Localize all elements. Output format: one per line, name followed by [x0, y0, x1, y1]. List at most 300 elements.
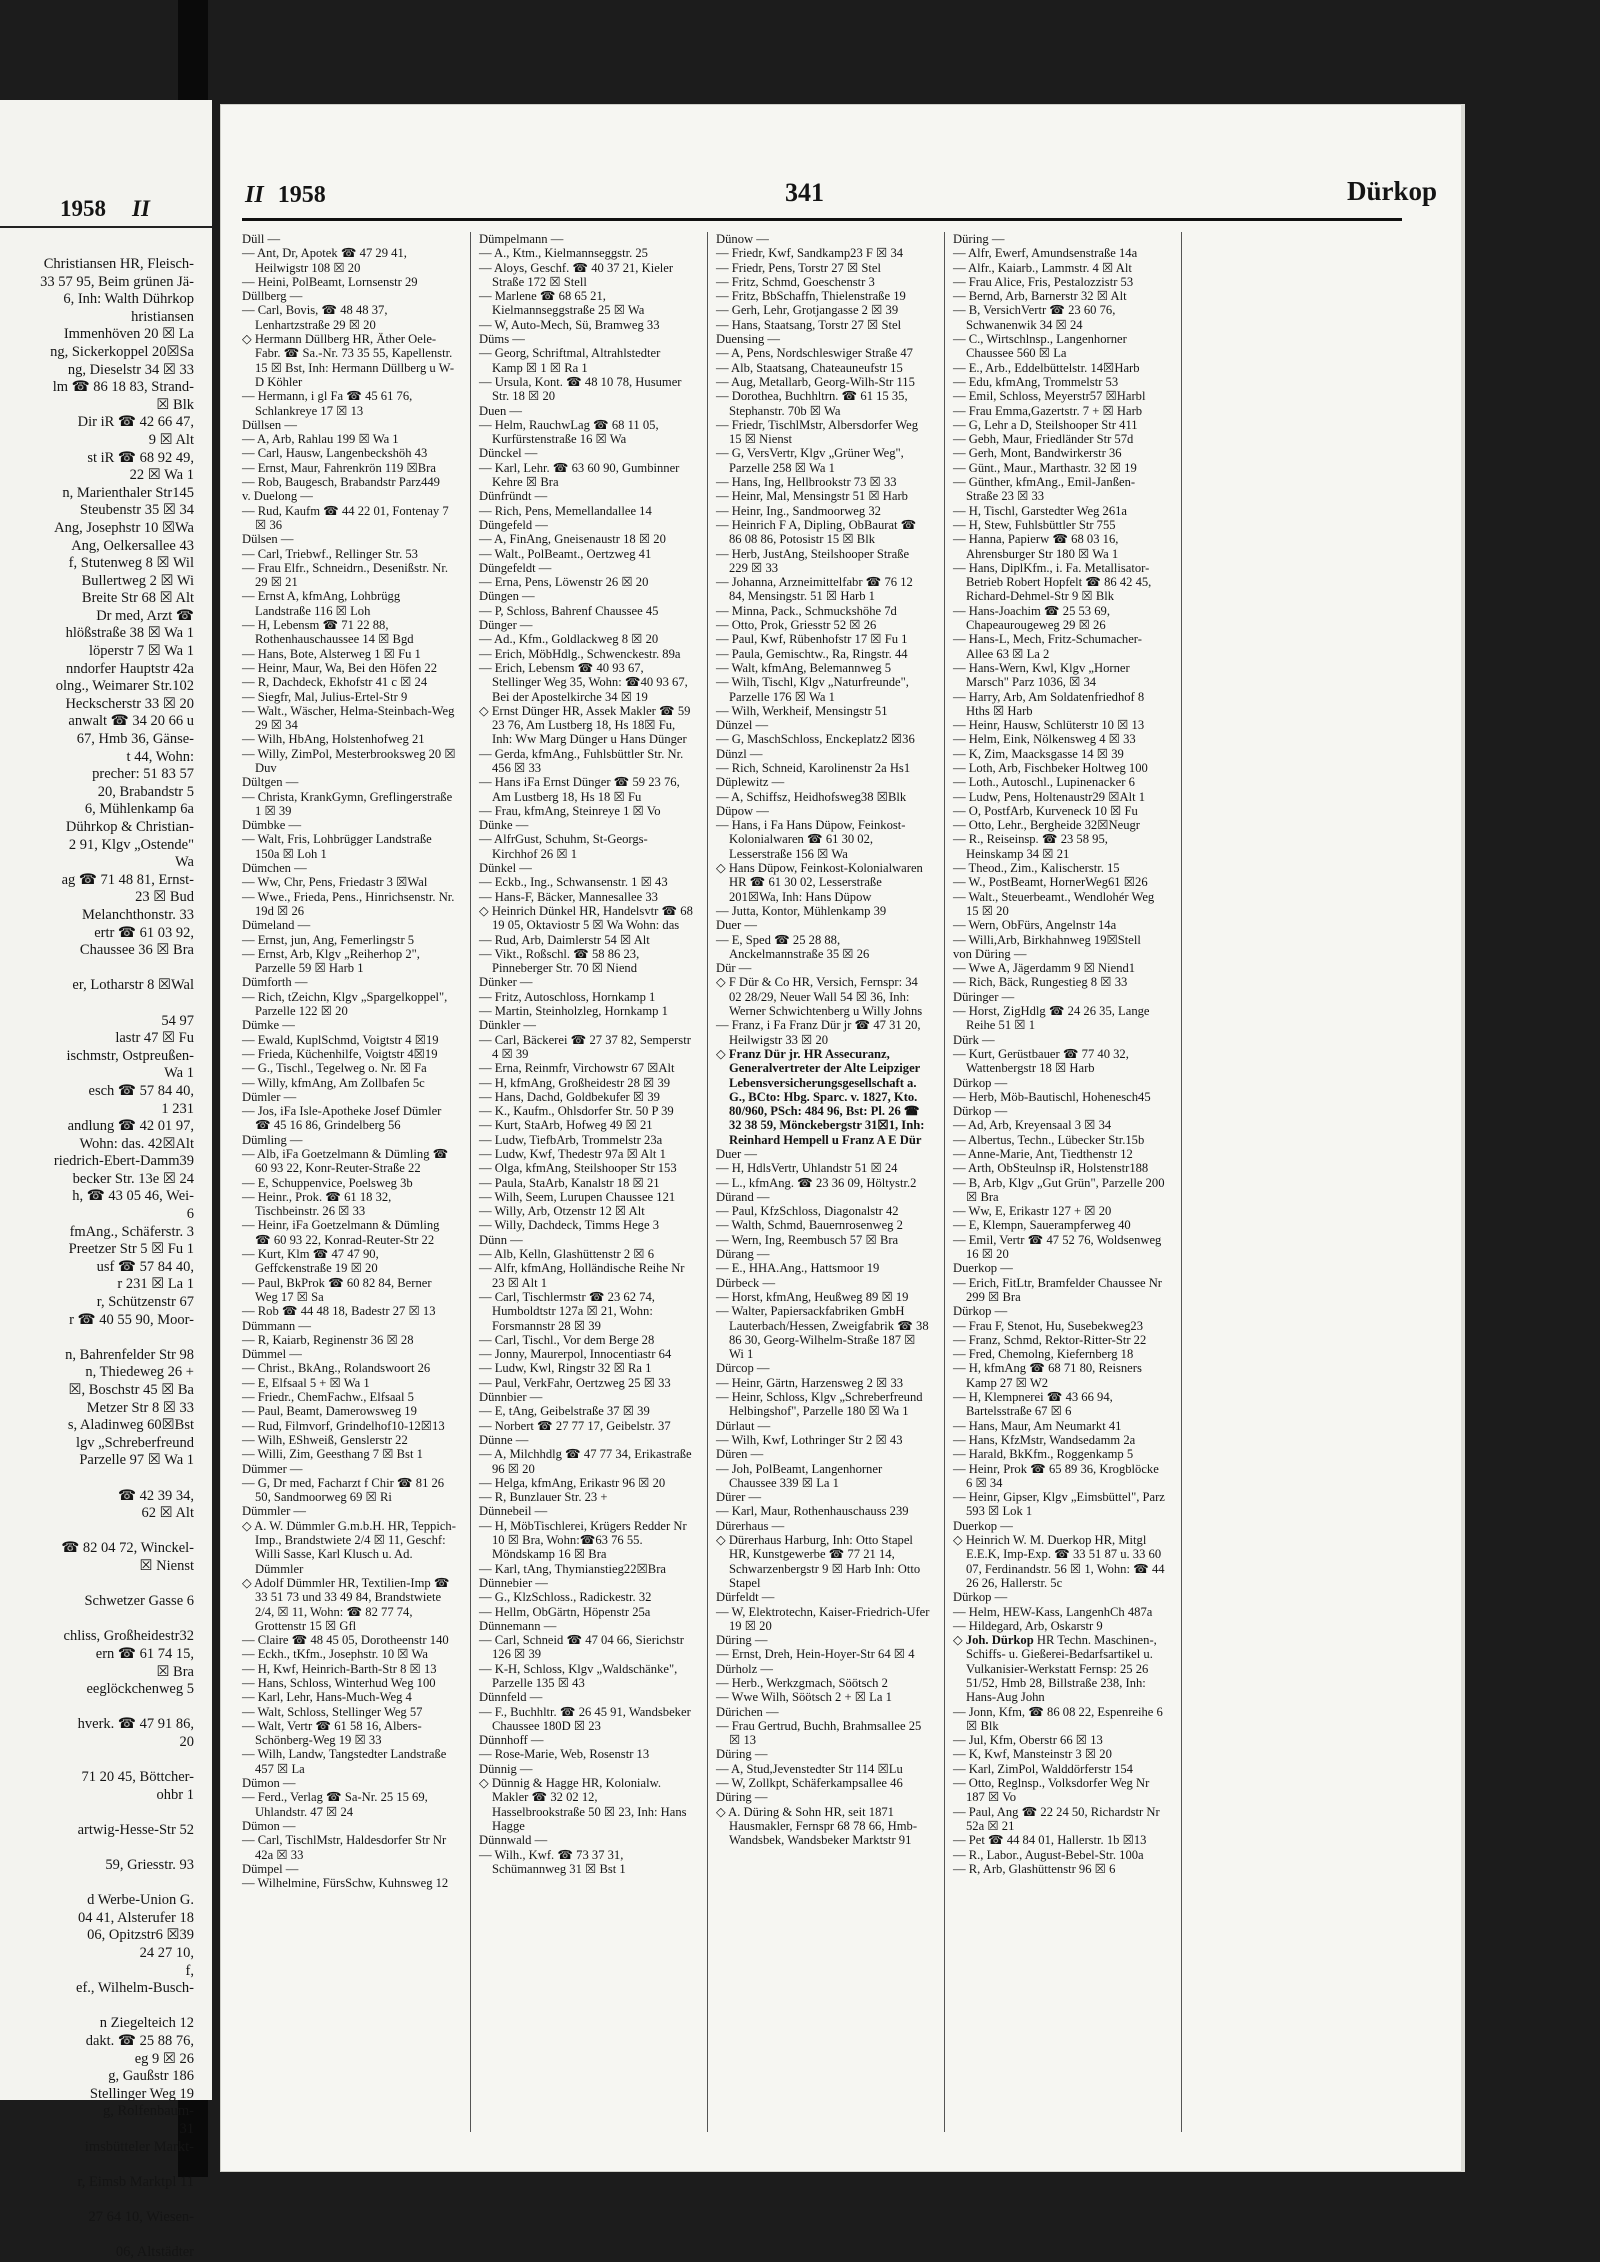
directory-entry: — Marlene ☎ 68 65 21, Kielmannseggstraße 25 ☒ Wa [479, 289, 645, 318]
directory-entry: — Wwe Wilh, Söötsch 2 + ☒ La 1 [716, 1690, 892, 1705]
directory-entry: — Heinr, Mal, Mensingstr 51 ☒ Harb [716, 489, 908, 504]
surname-heading: Duer — [716, 1147, 757, 1161]
surname-heading: Düren — [716, 1447, 764, 1462]
directory-entry: — Helm, RauchwLag ☎ 68 11 05, Kurfürstenstraße 16 ☒ Wa [479, 417, 659, 447]
surname-heading: Dürcop — [716, 1361, 770, 1376]
surname-heading: Düringer — [953, 989, 1015, 1004]
left-header-year: 1958 [60, 196, 106, 221]
directory-entry: — E, Schuppenvice, Poelsweg 3b [242, 1175, 413, 1190]
surname-heading: Dünger — [479, 618, 533, 633]
directory-entry: — Ant, Dr, Apotek ☎ 47 29 41, Heilwigstr 108 ☒ 20 [242, 246, 407, 275]
directory-entry: — Gebh, Maur, Friedländer Str 57d [953, 432, 1134, 447]
directory-entry: — Wilh., Kwf. ☎ 73 37 31, Schümannweg 31 ☒ Bst 1 [479, 1847, 626, 1876]
directory-entry: — A, Milchhdlg ☎ 47 77 34, Erikastraße 96 ☒ 20 [479, 1447, 692, 1476]
directory-entry: — Horst, ZigHdlg ☎ 24 26 35, Lange Reihe 51 ☒ 1 [953, 1004, 1150, 1033]
directory-entry: — Wwe A, Jägerdamm 9 ☒ Niend1 [953, 961, 1136, 976]
directory-entry: — W., PostBeamt, HornerWeg61 ☒26 [953, 875, 1148, 890]
directory-entry: — G., Tischl., Tegelweg o. Nr. ☒ Fa [242, 1061, 427, 1076]
surname-heading: Dürlaut — [716, 1418, 771, 1433]
directory-entry: — Wilh, Tischl, Klgv „Naturfreunde", Parzelle 176 ☒ Wa 1 [716, 675, 909, 704]
left-page-line: Wohn: das. 42☒Alt [79, 1135, 194, 1152]
directory-entry: — Paula, Gemischtw., Ra, Ringstr. 44 [716, 646, 908, 661]
directory-entry: — H, HdlsVertr, Uhlandstr 51 ☒ 24 [716, 1161, 898, 1176]
directory-entry: — B, VersichVertr ☎ 23 60 76, Schwanenwik 34 ☒ 24 [953, 303, 1116, 332]
surname-heading: Dümbke — [242, 818, 302, 833]
surname-heading: Düpow — [716, 803, 769, 818]
directory-entry: — Gerda, kfmAng., Fuhlsbüttler Str. Nr. 456 ☒ 33 [479, 746, 684, 775]
left-page-line: hristiansen [131, 308, 194, 325]
directory-entry: — G, VersVertr, Klgv „Grüner Weg", Parzelle 258 ☒ Wa 1 [716, 446, 904, 475]
left-page-line [0, 1611, 200, 1629]
directory-entry: — Kurt, StaArb, Hofweg 49 ☒ 21 [479, 1118, 653, 1133]
directory-entry: — Willy, kfmAng, Am Zollbafen 5c [242, 1075, 425, 1090]
directory-entry: — Siegfr, Mal, Julius-Ertel-Str 9 [242, 689, 408, 704]
directory-entry: — Georg, Schriftmal, Altrahlstedter Kamp ☒ 1 ☒ Ra 1 [479, 346, 661, 375]
directory-entry: — Hans, Ing, Hellbrookstr 73 ☒ 33 [716, 475, 897, 490]
left-page-line: 6 [186, 1206, 194, 1223]
directory-entry: ◇ Dürerhaus Harburg, Inh: Otto Stapel HR, Kunstgewerbe ☎ 77 21 14, Schwarzenbergstr 9 ☒ Harb Inh: Otto Stapel [716, 1533, 921, 1590]
directory-entry: — Günther, kfmAng., Emil-Janßen-Straße 23 ☒ 33 [953, 475, 1136, 504]
directory-entry: — Rich, Schneid, Karolinenstr 2a Hs1 [716, 760, 911, 775]
directory-entry: — Hans, DiplKfm., i. Fa. Metallisator-Betrieb Robert Hopfelt ☎ 86 42 45, Richard-Dehmel-Str 9 ☒ Blk [953, 560, 1152, 604]
directory-entry: — Rich, Pens, Memellandallee 14 [479, 503, 652, 518]
directory-entry: — O, PostfArb, Kurveneck 10 ☒ Fu [953, 803, 1138, 818]
directory-entry: — Friedr, TischlMstr, Albersdorfer Weg 15 ☒ Nienst [716, 417, 919, 447]
left-page-line: Metzer Str 8 ☒ 33 [86, 1399, 194, 1416]
directory-entry: — Ernst, Maur, Fahrenkrön 119 ☒Bra [242, 460, 436, 475]
directory-entry: — Frau, kfmAng, Steinreye 1 ☒ Vo [479, 803, 661, 818]
left-page-fragment [0, 100, 212, 2261]
left-page-line: Chaussee 36 ☒ Bra [79, 942, 194, 959]
directory-entry: — Emil, Vertr ☎ 47 52 76, Woldsenweg 16 ☒ 20 [953, 1232, 1162, 1262]
directory-entry: — Carl, Bovis, ☎ 48 48 37, Lenhartzstraße 29 ☒ 20 [242, 303, 388, 332]
surname-heading: Düring — [716, 1633, 768, 1648]
directory-entry: — Joh, PolBeamt, Langenhorner Chaussee 339 ☒ La 1 [716, 1461, 883, 1490]
left-page-line: 59, Griesstr. 93 [105, 1857, 194, 1874]
directory-entry: — Walt, kfmAng, Belemannweg 5 [716, 660, 892, 675]
directory-entry: — Rob, Baugesch, Brabandstr Parz449 [242, 475, 440, 490]
directory-entry: ◇ A. Düring & Sohn HR, seit 1871 Hausmakler, Fernspr 68 78 66, Hmb-Wandsbek, Wandsbeker Marktstr 91 [716, 1804, 918, 1848]
directory-entry: — Gerh, Lehr, Grotjangasse 2 ☒ 39 [716, 303, 899, 318]
directory-entry: — H, Tischl, Garstedter Weg 261a [953, 503, 1127, 518]
directory-entry: — Fritz, Autoschloss, Hornkamp 1 [479, 989, 656, 1004]
left-page-line: Schwetzer Gasse 6 [84, 1593, 194, 1610]
left-page-line: 71 20 45, Böttcher- [81, 1769, 194, 1786]
surname-heading: Duensing — [716, 332, 781, 347]
left-page-line: 31 [179, 2120, 194, 2137]
directory-entry: — Heinr, Schloss, Klgv „Schreberfreund Helbingshof", Parzelle 180 ☒ Wa 1 [716, 1390, 923, 1419]
directory-entry: — Wilh, Kwf, Lothringer Str 2 ☒ 43 [716, 1432, 903, 1447]
left-page-line [0, 1804, 200, 1822]
directory-entry: — Dorothea, Buchhltrn. ☎ 61 15 35, Stephanstr. 70b ☒ Wa [716, 389, 908, 418]
directory-entry: — R, Bunzlauer Str. 23 + [479, 1490, 608, 1505]
column-3 [716, 232, 930, 2152]
directory-entry: — Herb., Werkzgmach, Söötsch 2 [716, 1675, 888, 1690]
left-page-line: löperstr 7 ☒ Wa 1 [89, 643, 194, 660]
directory-entry: — Paul, BkProk ☎ 60 82 84, Berner Weg 17 ☒ Sa [242, 1275, 432, 1304]
left-page-line: ☒ Bra [156, 1663, 194, 1680]
directory-entry: ◇ Dünnig & Hagge HR, Kolonialw. Makler ☎ 32 02 12, Hasselbrookstraße 50 ☒ 23, Inh: Hans Hagge [479, 1776, 687, 1833]
left-page-line [0, 1839, 200, 1857]
directory-entry: — H, kfmAng, Großheidestr 28 ☒ 39 [479, 1075, 671, 1090]
directory-entry: ◇ Franz Dür jr. HR Assecuranz, Generalvertreter der Alte Leipziger Lebensversicherungsgesellschaft a. G., BCto: Hbg. Sparc. v. 1827, Kto. 80/960, PSch: 484 96, Bst: Pl. 26 ☎ 32 38 59, Mönckebergstr 31☒1, Inh: Reinhard Hempell u Franz A E Dür [716, 1046, 925, 1147]
left-page-line: Wa 1 [164, 1065, 194, 1082]
directory-entry: — G, Dr med, Facharzt f Chir ☎ 81 26 50, Sandmoorweg 69 ☒ Ri [242, 1475, 445, 1505]
surname-heading: Dülsen — [242, 532, 294, 547]
column-2 [479, 232, 693, 2152]
directory-entry: — Ludw, Pens, Holtenaustr29 ☒Alt 1 [953, 789, 1146, 804]
directory-entry: — Karl, Lehr. ☎ 63 60 90, Gumbinner Kehre ☒ Bra [479, 460, 680, 490]
left-page-line [0, 1576, 200, 1594]
directory-entry: — Helm, Eink, Nölkensweg 4 ☒ 33 [953, 732, 1136, 747]
left-page-line: ng, Sickerkoppel 20☒Sa [50, 343, 194, 360]
directory-entry: — Heinr, Gärtn, Harzensweg 2 ☒ 33 [716, 1375, 904, 1390]
directory-entry: — Rich, tZeichn, Klgv „Spargelkoppel", Parzelle 122 ☒ 20 [242, 989, 448, 1019]
directory-entry: — Heinr, Gipser, Klgv „Eimsbüttel", Parz 593 ☒ Lok 1 [953, 1490, 1165, 1519]
directory-entry: — G, MaschSchloss, Enckeplatz2 ☒36 [716, 732, 915, 747]
left-page-line: Dr med, Arzt ☎ [96, 607, 194, 624]
directory-entry: — Rose-Marie, Web, Rosenstr 13 [479, 1747, 650, 1762]
left-page-line: 06, Altstädter [115, 2244, 194, 2261]
left-page-line: nndorfer Hauptstr 42a [65, 660, 194, 677]
surname-heading: Dümke — [242, 1018, 295, 1033]
directory-entry: — Rud, Arb, Daimlerstr 54 ☒ Alt [479, 932, 650, 947]
surname-heading: Duerkop — [953, 1518, 1013, 1533]
directory-entry: — Alb, Kelln, Glashüttenstr 2 ☒ 6 [479, 1247, 654, 1262]
left-page-line [0, 1470, 200, 1488]
left-page-line: ischmstr, Ostpreußen- [66, 1047, 194, 1064]
surname-heading: Düngen — [479, 589, 535, 604]
left-header-volume: II [132, 196, 150, 221]
surname-heading: Dünfründt — [479, 489, 548, 504]
left-page-line: lastr 47 ☒ Fu [115, 1030, 194, 1047]
directory-entry: — Carl, TischlMstr, Haldesdorfer Str Nr 42a ☒ 33 [242, 1833, 447, 1862]
directory-entry: — Alfr., Kaiarb., Lammstr. 4 ☒ Alt [953, 260, 1132, 275]
directory-entry: — Karl, Lehr, Hans-Much-Weg 4 [242, 1690, 412, 1705]
left-header-rule [0, 226, 212, 228]
surname-heading: Dümmel — [242, 1347, 302, 1362]
surname-heading: Dürkop — [953, 1304, 1008, 1319]
directory-entry: — Otto, Reglnsp., Volksdorfer Weg Nr 187 ☒ Vo [953, 1776, 1150, 1805]
directory-entry: — Horst, kfmAng, Heußweg 89 ☒ 19 [716, 1289, 909, 1304]
directory-entry: — Rud, Filmvorf, Grindelhof10-12☒13 [242, 1418, 445, 1433]
directory-entry: — B, Arb, Klgv „Gut Grün", Parzelle 200 ☒ Bra [953, 1175, 1165, 1204]
surname-heading: Dürfeldt — [716, 1590, 775, 1605]
surname-heading: Düllsen — [242, 417, 297, 432]
directory-entry: — Walt., PolBeamt., Oertzweg 41 [479, 546, 652, 561]
directory-entry: ◇ Ernst Dünger HR, Assek Makler ☎ 59 23 76, Am Lustberg 18, Hs 18☒ Fu, Inh: Ww Marg Dünger u Hans Dünger [479, 703, 691, 747]
left-page-line: Christiansen HR, Fleisch- [43, 256, 194, 272]
directory-entry: — Karl, tAng, Thymianstieg22☒Bra [479, 1561, 666, 1576]
left-page-line: 20 [179, 1733, 194, 1750]
surname-heading: Duen — [479, 403, 523, 418]
directory-entry: — Karl, ZimPol, Walddörferstr 154 [953, 1761, 1133, 1776]
directory-page [220, 104, 1465, 2172]
directory-entry: — Wwe., Frieda, Pens., Hinrichsenstr. Nr. 19d ☒ 26 [242, 889, 455, 918]
surname-heading: Dünkler — [479, 1018, 537, 1033]
directory-entry: — A, FinAng, Gneisenaustr 18 ☒ 20 [479, 532, 666, 547]
directory-entry: — Franz, Schmd, Rektor-Ritter-Str 22 [953, 1332, 1147, 1347]
surname-heading: Dümler — [242, 1089, 297, 1104]
left-page-line [0, 1523, 200, 1541]
surname-heading: Dünnhoff — [479, 1733, 544, 1748]
surname-heading: Dürholz — [716, 1661, 774, 1676]
directory-entry: — Willi, Zim, Geesthang 7 ☒ Bst 1 [242, 1447, 423, 1462]
directory-entry: — W, Auto-Mech, Sü, Bramweg 33 [479, 317, 660, 332]
directory-entry: — Jutta, Kontor, Mühlenkamp 39 [716, 903, 887, 918]
directory-entry: — Rob ☎ 44 48 18, Badestr 27 ☒ 13 [242, 1304, 436, 1319]
directory-entry: — Helga, kfmAng, Erikastr 96 ☒ 20 [479, 1475, 666, 1490]
directory-entry: — Rud, Kaufm ☎ 44 22 01, Fontenay 7 ☒ 36 [242, 503, 449, 532]
directory-entry: — K., Kaufm., Ohlsdorfer Str. 50 P 39 [479, 1104, 674, 1119]
directory-entry: — A, Schiffsz, Heidhofsweg38 ☒Blk [716, 789, 907, 804]
directory-entry: — Ludw, Kwl, Ringstr 32 ☒ Ra 1 [479, 1361, 652, 1376]
directory-entry: — Olga, kfmAng, Steilshooper Str 153 [479, 1161, 677, 1176]
left-page-line: eg 9 ☒ 26 [134, 2050, 194, 2067]
left-page-line: Melanchthonstr. 33 [82, 906, 194, 923]
directory-entry: — Eckb., Ing., Schwansenstr. 1 ☒ 43 [479, 875, 668, 890]
directory-entry: — Wern, Ing, Reembusch 57 ☒ Bra [716, 1232, 899, 1247]
left-page-line: artwig-Hesse-Str 52 [77, 1821, 194, 1838]
surname-heading: Dürbeck — [716, 1275, 776, 1290]
directory-entry: — Walt, Fris, Lohbrügger Landstraße 150a ☒ Loh 1 [242, 832, 432, 861]
directory-entry: — Heinr, Prok ☎ 65 89 36, Krogblöcke 6 ☒ 34 [953, 1461, 1159, 1490]
directory-entry: — F., Buchhltr. ☎ 26 45 91, Wandsbeker Chaussee 180D ☒ 23 [479, 1704, 691, 1733]
surname-heading: Dümpel — [242, 1861, 299, 1876]
directory-entry: — Paul, Beamt, Damerowsweg 19 [242, 1404, 417, 1419]
surname-heading: Dünnig — [479, 1761, 533, 1776]
directory-entry: — Walt., Wäscher, Helma-Steinbach-Weg 29 ☒ 34 [242, 703, 455, 733]
left-page-line: olng., Weimarer Str.102 [55, 678, 194, 695]
directory-entry: — Günt., Maur., Marthastr. 32 ☒ 19 [953, 460, 1137, 475]
directory-entry: — Heini, PolBeamt, Lornsenstr 29 [242, 274, 418, 289]
directory-entry: — Hans iFa Ernst Dünger ☎ 59 23 76, Am Lustberg 18, Hs 18 ☒ Fu [479, 775, 680, 804]
directory-entry: — R, Arb, Glashüttenstr 96 ☒ 6 [953, 1861, 1116, 1876]
directory-entry: — C., Wirtschlnsp., Langenhorner Chaussee 560 ☒ La [953, 332, 1127, 361]
directory-entry: — Hans-Joachim ☎ 25 53 69, Chapeaurougeweg 29 ☒ 26 [953, 603, 1110, 633]
page-header [220, 176, 1465, 216]
left-page-line: usf ☎ 57 84 40, [96, 1258, 194, 1275]
left-page-line: Steubenstr 35 ☒ 34 [79, 502, 194, 519]
directory-entry: — Heinr, Maur, Wa, Bei den Höfen 22 [242, 660, 437, 675]
directory-entry: — Jonny, Maurerpol, Innocentiastr 64 [479, 1347, 672, 1362]
left-page-header [60, 196, 150, 222]
left-page-line: ☒ Blk [156, 396, 194, 413]
left-page-line: 27 64 10, Wiesen- [88, 2208, 194, 2225]
surname-heading: Düll — [242, 232, 281, 246]
surname-heading: Dürerhaus — [716, 1518, 785, 1533]
directory-entry: — H, Stew, Fuhlsbüttler Str 755 [953, 517, 1116, 532]
surname-heading: Dürang — [716, 1247, 770, 1262]
directory-entry: ◇ Heinrich Dünkel HR, Handelsvtr ☎ 68 19 05, Oktaviostr 5 ☒ Wa Wohn: das [479, 903, 693, 933]
directory-entry: — G, Lehr a D, Steilshooper Str 411 [953, 417, 1138, 432]
directory-entry: — Wilh, Landw, Tangstedter Landstraße 457 ☒ La [242, 1747, 447, 1776]
directory-entry: — H, kfmAng ☎ 68 71 80, Reisners Kamp 27 ☒ W2 [953, 1361, 1142, 1390]
surname-heading: Dünkel — [479, 861, 532, 876]
directory-entry: — Christ., BkAng., Rolandswoort 26 [242, 1361, 431, 1376]
directory-entry: — Alb, iFa Goetzelmann & Dümling ☎ 60 93 22, Konr-Reuter-Straße 22 [242, 1147, 449, 1176]
surname-heading: Dünnwald — [479, 1833, 548, 1848]
surname-heading: Dürkop — [953, 1104, 1008, 1119]
directory-entry: — Minna, Pack., Schmuckshöhe 7d [716, 603, 897, 618]
left-page-line: ef., Wilhelm-Busch- [76, 1980, 194, 1997]
directory-entry: — A, Pens, Nordschleswiger Straße 47 [716, 346, 913, 361]
left-page-line: n, Bahrenfelder Str 98 [65, 1346, 194, 1363]
directory-entry: — Paul, Ang ☎ 22 24 50, Richardstr Nr 52a ☒ 21 [953, 1804, 1160, 1833]
directory-entry: — Hans, Maur, Am Neumarkt 41 [953, 1418, 1122, 1433]
surname-heading: Dümchen — [242, 861, 307, 876]
left-page-line [0, 1998, 200, 2016]
left-page-line: 1 231 [161, 1100, 194, 1117]
directory-entry: — Erich, MöbHdlg., Schwenckestr. 89a [479, 646, 681, 661]
surname-heading: Dümeland — [242, 918, 311, 933]
directory-entry: ◇ Heinrich W. M. Duerkop HR, Mitgl E.E.K, Imp-Exp. ☎ 33 51 87 u. 33 60 07, Ferdinandstr. 56 ☒ 1, Wohn: ☎ 44 26 26, Hallerstr. 5c [953, 1533, 1165, 1590]
directory-entry: — Carl, Schneid ☎ 47 04 66, Sierichstr 126 ☒ 39 [479, 1633, 684, 1662]
directory-entry: — K, Kwf, Mansteinstr 3 ☒ 20 [953, 1747, 1112, 1762]
surname-heading: Düngefeld — [479, 517, 548, 532]
directory-entry: — Eckh., tKfm., Josephstr. 10 ☒ Wa [242, 1647, 428, 1662]
left-page-line [0, 1875, 200, 1893]
directory-entry: — Herb, JustAng, Steilshooper Straße 229 ☒ 33 [716, 546, 910, 575]
directory-entry: — Ww, Chr, Pens, Friedastr 3 ☒Wal [242, 875, 428, 890]
directory-entry: — Hans, Schloss, Winterhud Weg 100 [242, 1675, 436, 1690]
left-page-line: d Werbe-Union G. [87, 1892, 194, 1909]
directory-entry: — Walt, Schloss, Stellinger Weg 57 [242, 1704, 423, 1719]
directory-entry: — Norbert ☎ 27 77 17, Geibelstr. 37 [479, 1418, 671, 1433]
surname-heading: Dümpelmann — [479, 232, 564, 246]
surname-heading: Dünnfeld — [479, 1690, 543, 1705]
directory-entry: — Christa, KrankGymn, Greflingerstraße 1 ☒ 39 [242, 789, 453, 818]
left-page-line: 24 27 10, [139, 1945, 194, 1961]
directory-entry: — Willy, Dachdeck, Timms Hege 3 [479, 1218, 659, 1233]
directory-entry: — Alfr, Ewerf, Amundsenstraße 14a [953, 246, 1138, 261]
left-page-line: anwalt ☎ 34 20 66 u [68, 713, 194, 730]
left-page-line [0, 995, 200, 1013]
directory-entry: — E., Arb., Eddelbüttelstr. 14☒Harb [953, 360, 1140, 375]
directory-entry: — Frau Elfr., Schneidrn., Desenißstr. Nr. 29 ☒ 21 [242, 560, 449, 590]
left-page-line: n, Marienthaler Str145 [62, 484, 194, 501]
directory-columns [242, 232, 1402, 2152]
left-page-line: Heckscherstr 33 ☒ 20 [65, 695, 194, 712]
left-page-line: r ☎ 40 55 90, Moor- [69, 1311, 194, 1328]
directory-entry: — Hans, Dachd, Goldbekufer ☒ 39 [479, 1089, 660, 1104]
scan-edge [1461, 104, 1465, 2172]
directory-entry: — Hans-L, Mech, Fritz-Schumacher-Allee 63 ☒ La 2 [953, 632, 1142, 661]
directory-entry: — Ernst, Dreh, Hein-Hoyer-Str 64 ☒ 4 [716, 1647, 915, 1662]
directory-entry: — Frau Alice, Fris, Pestalozzistr 53 [953, 274, 1134, 289]
header-volume: II [245, 182, 264, 208]
directory-entry: — Frau Emma,Gazertstr. 7 + ☒ Harb [953, 403, 1143, 418]
directory-entry: — Pet ☎ 44 84 01, Hallerstr. 1b ☒13 [953, 1833, 1147, 1848]
directory-entry: — Theod., Zim., Kalischerstr. 15 [953, 861, 1120, 876]
surname-heading: Dümmler — [242, 1504, 307, 1519]
directory-entry: — Carl, Hausw, Langenbeckshöh 43 [242, 446, 428, 461]
left-page-line: Dir iR ☎ 42 66 47, [77, 414, 194, 431]
directory-entry: — H, Kwf, Heinrich-Barth-Str 8 ☒ 13 [242, 1661, 437, 1676]
left-page-line: lgv „Schreberfreund [76, 1434, 194, 1451]
directory-entry: — Wilh, EShweiß, Genslerstr 22 [242, 1432, 408, 1447]
column-divider [707, 232, 708, 2132]
surname-heading: Dünn — [479, 1232, 523, 1247]
surname-heading: Dümmer — [242, 1461, 303, 1476]
header-rule [242, 218, 1402, 221]
directory-entry: — Erich, FitLtr, Bramfelder Chaussee Nr 299 ☒ Bra [953, 1275, 1162, 1304]
left-page-line: n Ziegelteich 12 [99, 2015, 194, 2032]
directory-entry: — H, Lebensm ☎ 71 22 88, Rothenhauschaussee 14 ☒ Bgd [242, 618, 414, 647]
left-page-column [0, 256, 200, 2261]
directory-entry: — Friedr, Pens, Torstr 27 ☒ Stel [716, 260, 881, 275]
left-page-line: esch ☎ 57 84 40, [88, 1082, 194, 1099]
directory-entry: — W, Zollkpt, Schäferkampsallee 46 [716, 1776, 903, 1791]
directory-entry: — Willy, ZimPol, Mesterbrooksweg 20 ☒ Duv [242, 746, 456, 775]
directory-entry: — R., Labor., August-Bebel-Str. 100a [953, 1847, 1144, 1862]
left-page-line: fmAng., Schäferstr. 3 [69, 1223, 194, 1240]
directory-entry: — Vikt., Roßschl. ☎ 58 86 23, Pinneberger Str. 70 ☒ Niend [479, 946, 640, 976]
directory-entry: — Paul, KfzSchloss, Diagonalstr 42 [716, 1204, 899, 1219]
directory-entry: — Edu, kfmAng, Trommelstr 53 [953, 374, 1119, 389]
directory-entry: — Ww, E, Erikastr 127 + ☒ 20 [953, 1204, 1112, 1219]
directory-entry: — Otto, Prok, Griesstr 52 ☒ 26 [716, 618, 877, 633]
directory-entry: — Ferd., Verlag ☎ Sa-Nr. 25 15 69, Uhlandstr. 47 ☒ 24 [242, 1790, 428, 1819]
left-page-line: Preetzer Str 5 ☒ Fu 1 [68, 1241, 194, 1258]
left-page-line: Wa [175, 854, 194, 871]
surname-heading: Düring — [716, 1747, 768, 1762]
directory-entry: — Jos, iFa Isle-Apotheke Josef Dümler ☎ 45 16 86, Grindelberg 56 [242, 1104, 442, 1133]
surname-heading: Dünnemann — [479, 1618, 557, 1633]
directory-entry: — R., Reiseinsp. ☎ 23 58 95, Heinskamp 34 ☒ 21 [953, 832, 1108, 861]
directory-entry: — AlfrGust, Schuhm, St-Georgs-Kirchhof 26 ☒ 1 [479, 832, 648, 861]
surname-heading: Dültgen — [242, 775, 299, 790]
directory-entry: — Frau Gertrud, Buchh, Brahmsallee 25 ☒ 13 [716, 1718, 922, 1748]
directory-entry: — Heinr, Hausw, Schlüterstr 10 ☒ 13 [953, 718, 1145, 733]
directory-entry: — Anne-Marie, Ant, Tiedthenstr 12 [953, 1147, 1133, 1161]
directory-entry: — Paul, Kwf, Rübenhofstr 17 ☒ Fu 1 [716, 632, 908, 647]
directory-entry: ◇ Joh. Dürkop HR Techn. Maschinen-, Schiffs- u. Gießerei-Bedarfsartikel u. Vulkanisier-Werkstatt Fernsp: 25 26 51/52, Hmb 28, Billstraße 238, Inh: Hans-Aug John [953, 1633, 1157, 1705]
directory-entry: — Aloys, Geschf. ☎ 40 37 21, Kieler Straße 172 ☒ Stell [479, 260, 674, 289]
directory-entry: — Fred, Chemolng, Kiefernberg 18 [953, 1347, 1134, 1362]
surname-heading: Dürer — [716, 1490, 762, 1505]
directory-entry: — Erna, Pens, Löwenstr 26 ☒ 20 [479, 575, 649, 590]
surname-heading: Dümon — [242, 1776, 296, 1791]
left-page-line: 04 41, Alsterufer 18 [78, 1909, 194, 1926]
directory-entry: — Ursula, Kont. ☎ 48 10 78, Husumer Str. 18 ☒ 20 [479, 374, 682, 404]
directory-entry: ◇ F Dür & Co HR, Versich, Fernspr: 34 02 28/29, Neuer Wall 54 ☒ 36, Inh: Werner Schwichtenberg u Willy Johns [716, 975, 923, 1019]
surname-heading: Duerkop — [953, 1261, 1013, 1276]
left-page-line: ☎ 82 04 72, Winckel- [61, 1540, 194, 1557]
directory-entry: — Fritz, BbSchaffn, Thielenstraße 19 [716, 289, 906, 304]
directory-entry: — A, Arb, Rahlau 199 ☒ Wa 1 [242, 432, 399, 447]
left-page-line [0, 1699, 200, 1717]
left-page-line: Breite Str 68 ☒ Alt [81, 590, 194, 607]
directory-entry: — Ad, Arb, Kreyensaal 3 ☒ 34 [953, 1118, 1112, 1133]
surname-heading: Dürk — [953, 1032, 995, 1047]
directory-entry: — Erna, Reinmfr, Virchowstr 67 ☒Alt [479, 1061, 675, 1076]
surname-heading: Dünnebeil — [479, 1504, 548, 1519]
left-page-line: ng, Dieselstr 34 ☒ 33 [67, 361, 194, 378]
directory-entry: — Friedr., ChemFachw., Elfsaal 5 [242, 1390, 414, 1405]
directory-entry: — Claire ☎ 48 45 05, Dorotheenstr 140 [242, 1633, 449, 1648]
surname-heading: Dümon — [242, 1818, 296, 1833]
directory-entry: ◇ A. W. Dümmler G.m.b.H. HR, Teppich-Imp., Brandstwiete 2/4 ☒ 11, Geschf: Willi Sasse, Karl Klusch u. Ad. Dümmler [242, 1518, 456, 1576]
directory-entry: — Friedr, Kwf, Sandkamp23 F ☒ 34 [716, 246, 904, 261]
directory-entry: — Kurt, Klm ☎ 47 47 90, Geffckenstraße 19 ☒ 20 [242, 1247, 379, 1276]
directory-entry: — Wern, ObFürs, Angelnstr 14a [953, 918, 1117, 933]
left-page-line: imsbütteler Markt- [84, 2138, 194, 2155]
left-page-line: 22 ☒ Wa 1 [129, 467, 194, 484]
left-page-line: 06, Opitzstr6 ☒39 [87, 1927, 194, 1944]
directory-entry: ◇ Hans Düpow, Feinkost-Kolonialwaren HR ☎ 61 30 02, Lesserstraße 201☒Wa, Inh: Hans Düpow [716, 861, 923, 904]
left-page-line: 62 ☒ Alt [141, 1505, 194, 1522]
